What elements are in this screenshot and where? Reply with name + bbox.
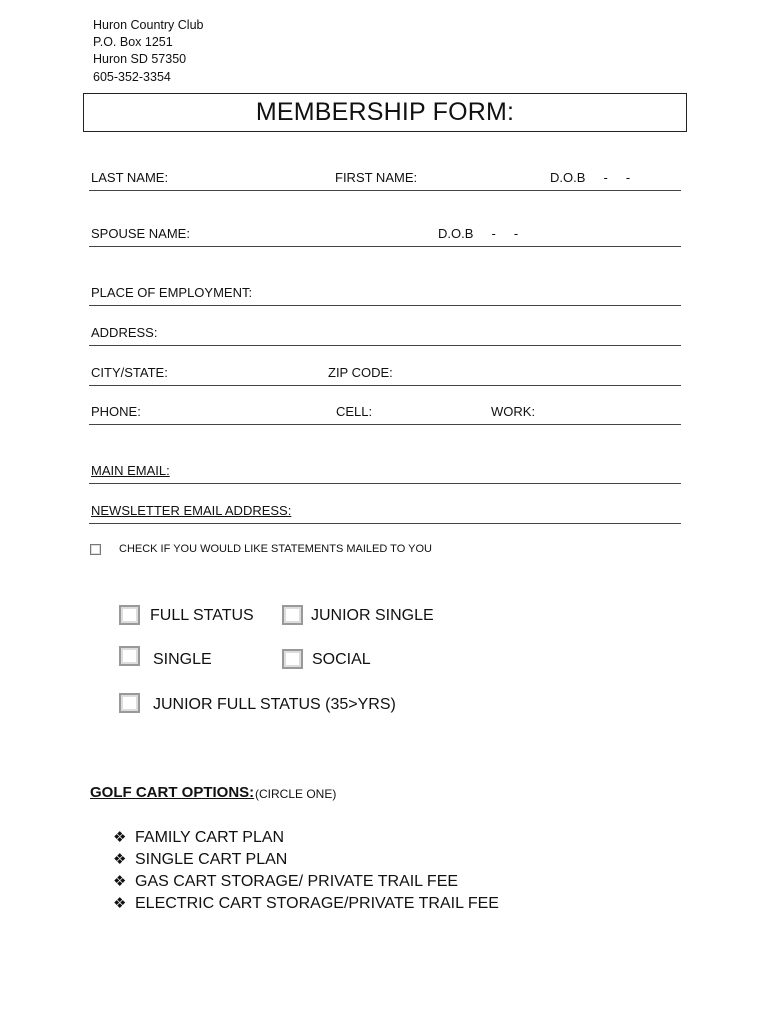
golf-option-label: GAS CART STORAGE/ PRIVATE TRAIL FEE — [135, 873, 459, 890]
address-line-pobox: P.O. Box 1251 — [93, 35, 173, 50]
employment-row[interactable] — [89, 285, 681, 306]
phone-row[interactable] — [89, 404, 681, 425]
golf-option-label: SINGLE CART PLAN — [135, 851, 288, 868]
circle-one-note: (CIRCLE ONE) — [255, 787, 337, 801]
spouse-dob-label: D.O.B - - — [438, 226, 519, 241]
main-email-row[interactable] — [89, 463, 681, 484]
golf-option-electric — [113, 894, 499, 913]
club-address — [93, 17, 203, 86]
last-name-label: LAST NAME: — [91, 170, 169, 185]
spouse-row[interactable] — [89, 226, 681, 247]
first-name-label: FIRST NAME: — [335, 170, 418, 185]
diamond-bullet-icon: ❖ — [113, 894, 127, 912]
diamond-bullet-icon: ❖ — [113, 872, 127, 890]
golf-option-label: ELECTRIC CART STORAGE/PRIVATE TRAIL FEE — [135, 895, 499, 912]
spouse-name-label: SPOUSE NAME: — [91, 226, 190, 241]
single-label: SINGLE — [153, 651, 212, 668]
name-row[interactable] — [89, 170, 681, 191]
golf-option-single — [113, 850, 287, 869]
cell-label: CELL: — [336, 404, 373, 419]
address-label: ADDRESS: — [91, 325, 158, 340]
phone-label: PHONE: — [91, 404, 141, 419]
address-line-phone: 605-352-3354 — [93, 69, 171, 84]
newsletter-email-row[interactable] — [89, 503, 681, 524]
diamond-bullet-icon: ❖ — [113, 850, 127, 868]
social-checkbox[interactable] — [282, 649, 303, 669]
page-title: MEMBERSHIP FORM: — [83, 93, 687, 132]
employment-label: PLACE OF EMPLOYMENT: — [91, 285, 253, 300]
golf-option-gas — [113, 872, 458, 891]
newsletter-email-label: NEWSLETTER EMAIL ADDRESS: — [91, 503, 292, 518]
city-zip-row[interactable] — [89, 365, 681, 386]
dob-label: D.O.B - - — [550, 170, 631, 185]
full-status-checkbox[interactable] — [119, 605, 140, 625]
main-email-label: MAIN EMAIL: — [91, 463, 170, 478]
golf-option-label: FAMILY CART PLAN — [135, 829, 285, 846]
work-label: WORK: — [491, 404, 536, 419]
diamond-bullet-icon: ❖ — [113, 828, 127, 846]
full-status-label: FULL STATUS — [150, 607, 254, 624]
address-line-name: Huron Country Club — [93, 18, 204, 32]
address-row[interactable] — [89, 325, 681, 346]
single-checkbox[interactable] — [119, 646, 140, 666]
junior-single-label: JUNIOR SINGLE — [311, 607, 434, 624]
city-state-label: CITY/STATE: — [91, 365, 168, 380]
junior-full-status-checkbox[interactable] — [119, 693, 140, 713]
social-label: SOCIAL — [312, 651, 371, 668]
golf-cart-heading: GOLF CART OPTIONS: — [90, 784, 255, 801]
address-line-city: Huron SD 57350 — [93, 52, 187, 67]
zip-code-label: ZIP CODE: — [328, 365, 393, 380]
golf-option-family — [113, 828, 284, 847]
statements-label: CHECK IF YOU WOULD LIKE STATEMENTS MAILED TO YOU — [119, 543, 432, 555]
statements-checkbox[interactable] — [90, 544, 101, 555]
junior-single-checkbox[interactable] — [282, 605, 303, 625]
junior-full-status-label: JUNIOR FULL STATUS (35>YRS) — [153, 696, 396, 713]
